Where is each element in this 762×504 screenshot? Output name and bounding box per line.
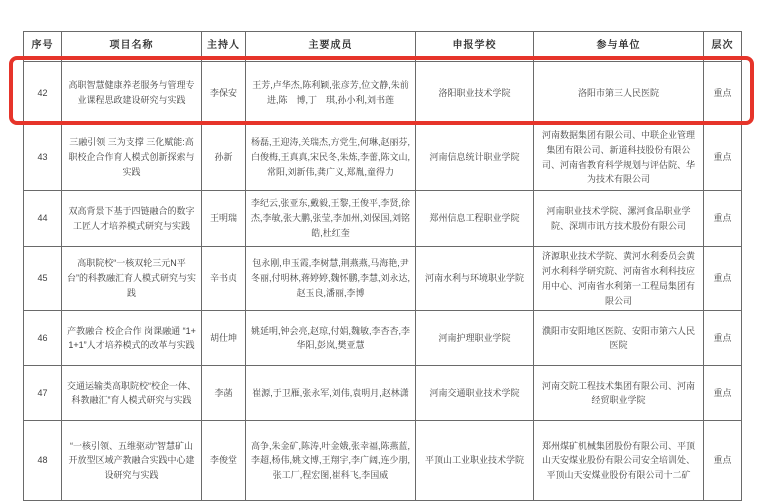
cell-leader: 辛书贞: [202, 247, 246, 311]
cell-project: 交通运输类高职院校“校企一体、科教融汇”育人模式研究与实践: [62, 366, 202, 421]
col-header-project: 项目名称: [62, 32, 202, 62]
cell-project: “一核引领、五维驱动”智慧矿山开放型区域产教融合实践中心建设研究与实践: [62, 421, 202, 501]
cell-leader: 孙新: [202, 125, 246, 191]
table-row: [24, 366, 742, 421]
table-row: [24, 421, 742, 501]
col-header-partners: 参与单位: [534, 32, 704, 62]
cell-leader: 王明瑞: [202, 191, 246, 247]
col-header-school: 申报学校: [416, 32, 534, 62]
table-header-row: [24, 32, 742, 62]
cell-members: 李纪云,张亚东,戴毅,王黎,王俊平,李贤,徐杰,李敏,张大鹏,张莹,李加州,刘保国,刘铭皓,杜红奎: [246, 191, 416, 247]
cell-school: 洛阳职业技术学院: [416, 62, 534, 125]
cell-leader: 李俊堂: [202, 421, 246, 501]
cell-partners: 郑州煤矿机械集团股份有限公司、平顶山天安煤业股份有限公司安全培训处、平顶山天安煤业股份有限公司十二矿: [534, 421, 704, 501]
cell-level: 重点: [704, 125, 742, 191]
cell-partners: 洛阳市第三人民医院: [534, 62, 704, 125]
cell-partners: 河南数据集团有限公司、中联企业管理集团有限公司、新道科技股份有限公司、河南省教育科学规划与评估院、华为技术有限公司: [534, 125, 704, 191]
cell-school: 河南信息统计职业学院: [416, 125, 534, 191]
cell-project: 高职院校“一核双轮三元N平台”的科教融汇育人模式研究与实践: [62, 247, 202, 311]
cell-level: 重点: [704, 421, 742, 501]
table-row: [24, 62, 742, 125]
cell-id: 46: [24, 311, 62, 366]
cell-school: 平顶山工业职业技术学院: [416, 421, 534, 501]
cell-leader: 李保安: [202, 62, 246, 125]
col-header-leader: 主持人: [202, 32, 246, 62]
cell-members: 杨磊,王迎涛,关瑞杰,方党生,何琳,赵丽芬,白俊梅,王真真,宋民冬,朱炼,李蕾,陈文山,常阳,刘新伟,龚广义,郑胤,童得力: [246, 125, 416, 191]
cell-leader: 李菡: [202, 366, 246, 421]
cell-members: 包永刚,申玉霞,李树慧,荆燕燕,马海艳,尹冬丽,付明林,蒋婷婷,魏怀鹏,李慧,刘永达,赵玉良,潘丽,李博: [246, 247, 416, 311]
cell-id: 42: [24, 62, 62, 125]
cell-members: 王芳,卢华杰,陈利颖,张彦芳,位文静,朱前进,陈 博,丁 琪,孙小利,刘书莲: [246, 62, 416, 125]
cell-members: 姚延明,钟会亮,赵琼,付娟,魏敏,李杏杏,李华阳,彭岚,樊亚慧: [246, 311, 416, 366]
cell-school: 河南交通职业技术学院: [416, 366, 534, 421]
cell-members: 崔源,于卫雁,张永军,刘伟,袁明月,赵林潇: [246, 366, 416, 421]
cell-level: 重点: [704, 62, 742, 125]
cell-school: 河南水利与环境职业学院: [416, 247, 534, 311]
cell-level: 重点: [704, 191, 742, 247]
cell-id: 44: [24, 191, 62, 247]
cell-id: 45: [24, 247, 62, 311]
cell-level: 重点: [704, 366, 742, 421]
cell-project: 三融引领 三为支撑 三化赋能:高职校企合作育人模式创新探索与实践: [62, 125, 202, 191]
cell-partners: 濮阳市安阳地区医院、安阳市第六人民医院: [534, 311, 704, 366]
cell-level: 重点: [704, 247, 742, 311]
cell-leader: 胡仕坤: [202, 311, 246, 366]
cell-partners: 济源职业技术学院、黄河水利委员会黄河水利科学研究院、河南省水利科技应用中心、河南省水利第一工程局集团有限公司: [534, 247, 704, 311]
table-row: [24, 311, 742, 366]
table-row: [24, 191, 742, 247]
col-header-id: 序号: [24, 32, 62, 62]
table-row: [24, 125, 742, 191]
cell-project: 高职智慧健康养老服务与管理专业课程思政建设研究与实践: [62, 62, 202, 125]
cell-partners: 河南交院工程技术集团有限公司、河南经贸职业学院: [534, 366, 704, 421]
cell-school: 郑州信息工程职业学院: [416, 191, 534, 247]
cell-project: 产教融合 校企合作 岗课融通 “1+1+1”人才培养模式的改革与实践: [62, 311, 202, 366]
cell-partners: 河南职业技术学院、漯河食品职业学院、深圳市讯方技术股份有限公司: [534, 191, 704, 247]
projects-table: [23, 31, 742, 501]
cell-school: 河南护理职业学院: [416, 311, 534, 366]
table-row: [24, 247, 742, 311]
cell-id: 48: [24, 421, 62, 501]
cell-members: 高争,朱金矿,陈涛,叶金娥,张幸福,陈燕蓝,李超,杨伟,姚文博,王翔宇,李广阔,连少朋,张工厂,程宏图,崔科飞,李国威: [246, 421, 416, 501]
cell-project: 双高背景下基于四链融合的数字工匠人才培养模式研究与实践: [62, 191, 202, 247]
cell-id: 43: [24, 125, 62, 191]
col-header-members: 主要成员: [246, 32, 416, 62]
cell-level: 重点: [704, 311, 742, 366]
col-header-level: 层次: [704, 32, 742, 62]
cell-id: 47: [24, 366, 62, 421]
